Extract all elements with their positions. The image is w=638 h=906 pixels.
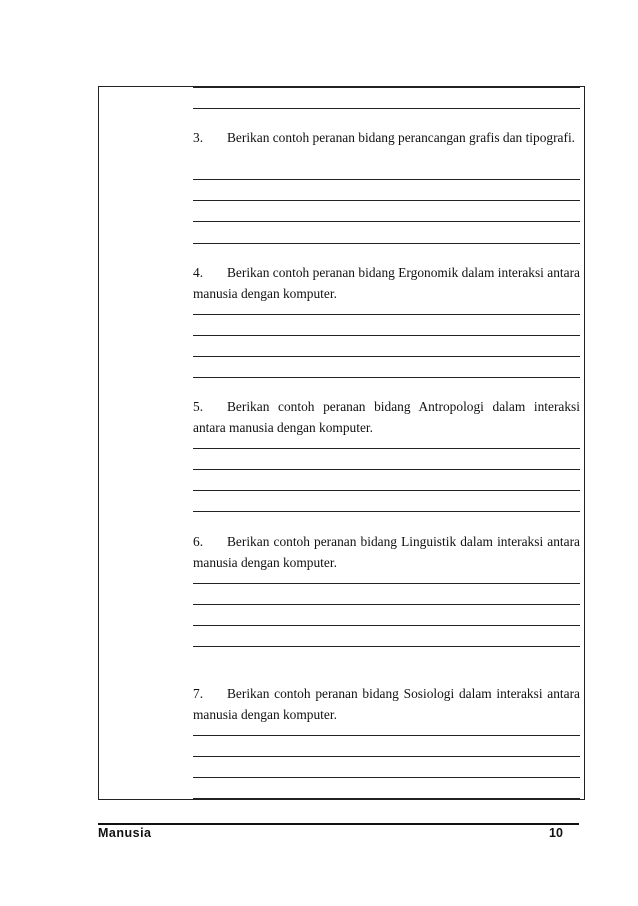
question-5 [193,396,580,438]
question-text: Berikan contoh peranan bidang Linguistik dalam interaksi antara manusia dengan komputer. [193,534,580,570]
answer-line [193,179,580,180]
question-4 [193,262,580,304]
footer-title: Manusia [98,826,152,840]
question-number: 4. [193,265,204,280]
answer-line [193,356,580,357]
answer-line [193,583,580,584]
question-number: 3. [193,130,204,145]
answer-line [193,646,580,647]
answer-line [193,490,580,491]
question-3 [193,127,580,148]
answer-line [193,200,580,201]
question-number: 6. [193,534,204,549]
answer-line [193,798,580,799]
answer-line [193,108,580,109]
question-number: 7. [193,686,204,701]
answer-line [193,756,580,757]
answer-line [193,735,580,736]
footer-rule [98,823,579,825]
question-text: Berikan contoh peranan bidang Sosiologi dalam interaksi antara manusia dengan komputer. [193,686,580,722]
answer-line [193,448,580,449]
answer-line [193,243,580,244]
question-7 [193,683,580,725]
answer-line [193,777,580,778]
answer-line [193,604,580,605]
answer-line [193,314,580,315]
answer-line [193,335,580,336]
question-number: 5. [193,399,204,414]
question-text: Berikan contoh peranan bidang Ergonomik dalam interaksi antara manusia dengan komputer. [193,265,580,301]
answer-line [193,625,580,626]
answer-line [193,469,580,470]
page-number: 10 [549,826,563,840]
answer-line [193,221,580,222]
answer-line [193,377,580,378]
answer-line [193,87,580,88]
answer-line [193,511,580,512]
question-text: Berikan contoh peranan bidang Antropologi dalam interaksi antara manusia dengan komputer. [193,399,580,435]
question-6 [193,531,580,573]
question-text: Berikan contoh peranan bidang perancangan grafis dan tipografi. [227,130,576,145]
